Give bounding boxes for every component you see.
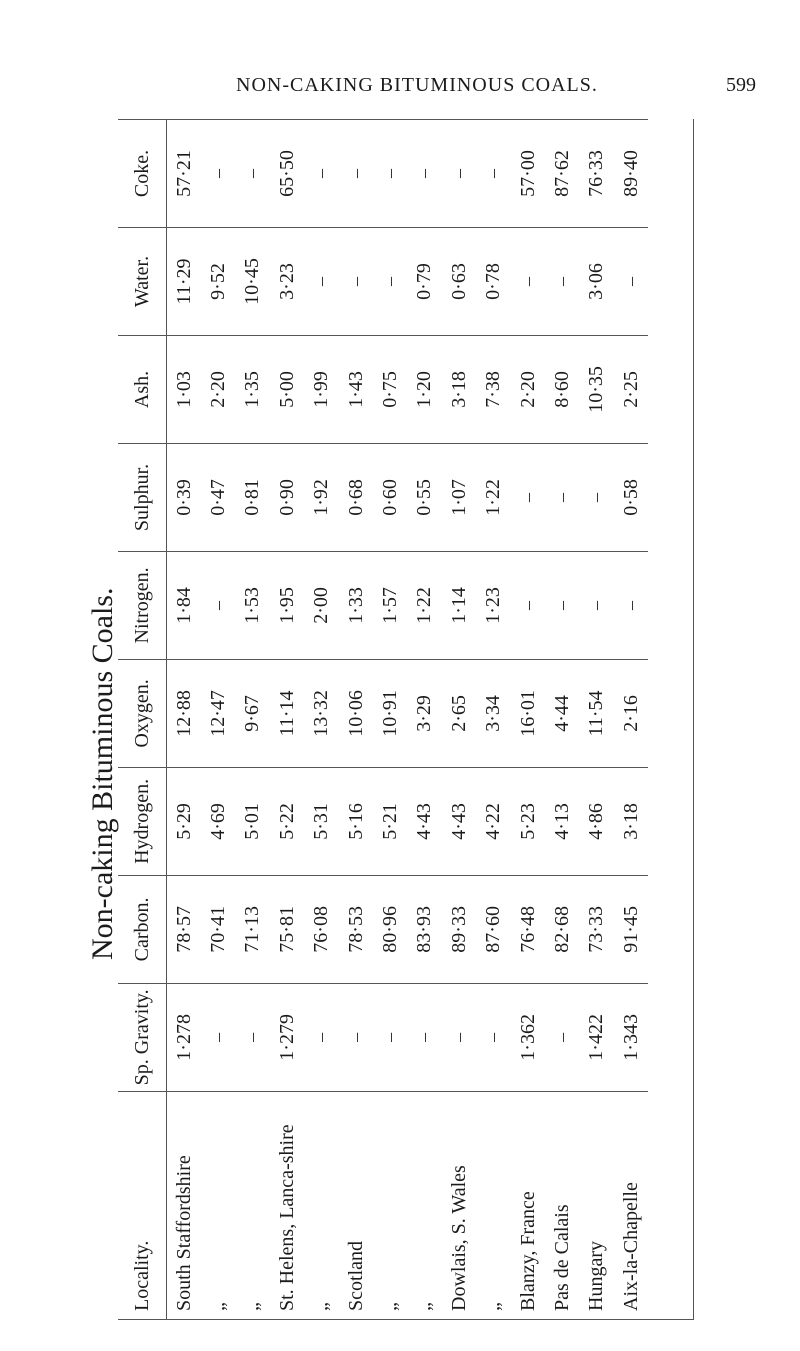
value-cell: 0·79: [408, 227, 442, 335]
value-cell: 83·93: [408, 875, 442, 983]
value-cell: 4·43: [442, 767, 476, 875]
value-cell: 87·62: [545, 119, 579, 227]
table-row: [201, 119, 235, 1319]
value-cell: –: [339, 983, 373, 1091]
locality-cell: „: [477, 1091, 511, 1319]
table-row: [270, 119, 304, 1319]
value-cell: 1·14: [442, 551, 476, 659]
value-cell: 5·23: [511, 767, 545, 875]
value-cell: 0·90: [270, 443, 304, 551]
locality-cell: „: [201, 1091, 235, 1319]
value-cell: 89·40: [614, 119, 648, 227]
value-cell: 0·47: [201, 443, 235, 551]
value-cell: 0·58: [614, 443, 648, 551]
value-cell: 73·33: [580, 875, 614, 983]
value-cell: 1·343: [614, 983, 648, 1091]
value-cell: 13·32: [305, 659, 339, 767]
value-cell: –: [201, 983, 235, 1091]
value-cell: 2·25: [614, 335, 648, 443]
value-cell: –: [545, 443, 579, 551]
value-cell: –: [373, 983, 407, 1091]
page-header: [0, 0, 800, 96]
table-body: [167, 119, 648, 1319]
value-cell: 1·279: [270, 983, 304, 1091]
table-row: [442, 119, 476, 1319]
value-cell: –: [236, 983, 270, 1091]
value-cell: –: [373, 119, 407, 227]
value-cell: 78·57: [167, 875, 201, 983]
side-title: Non-caking Bituminous Coals.: [86, 587, 119, 960]
value-cell: 0·75: [373, 335, 407, 443]
value-cell: –: [339, 119, 373, 227]
value-cell: –: [545, 983, 579, 1091]
value-cell: –: [511, 443, 545, 551]
value-cell: –: [201, 551, 235, 659]
value-cell: 1·92: [305, 443, 339, 551]
value-cell: 4·69: [201, 767, 235, 875]
value-cell: 10·91: [373, 659, 407, 767]
value-cell: 10·45: [236, 227, 270, 335]
value-cell: 5·21: [373, 767, 407, 875]
value-cell: 1·95: [270, 551, 304, 659]
value-cell: –: [477, 983, 511, 1091]
value-cell: 10·35: [580, 335, 614, 443]
value-cell: 1·362: [511, 983, 545, 1091]
value-cell: 0·55: [408, 443, 442, 551]
table-row: [545, 119, 579, 1319]
value-cell: 71·13: [236, 875, 270, 983]
value-cell: 5·16: [339, 767, 373, 875]
value-cell: 8·60: [545, 335, 579, 443]
locality-cell: „: [305, 1091, 339, 1319]
value-cell: –: [580, 443, 614, 551]
value-cell: 1·22: [408, 551, 442, 659]
value-cell: –: [614, 551, 648, 659]
locality-cell: „: [408, 1091, 442, 1319]
value-cell: 89·33: [442, 875, 476, 983]
locality-cell: South Staffordshire: [167, 1091, 201, 1319]
value-cell: 1·84: [167, 551, 201, 659]
value-cell: 75·81: [270, 875, 304, 983]
value-cell: –: [305, 227, 339, 335]
table-wrapper: [118, 120, 693, 1320]
value-cell: –: [511, 551, 545, 659]
value-cell: 2·20: [511, 335, 545, 443]
value-cell: 1·278: [167, 983, 201, 1091]
locality-cell: St. Helens, Lanca-shire: [270, 1091, 304, 1319]
value-cell: 1·53: [236, 551, 270, 659]
column-header: Sp. Gravity.: [118, 983, 166, 1091]
value-cell: 11·54: [580, 659, 614, 767]
value-cell: 1·35: [236, 335, 270, 443]
value-cell: 91·45: [614, 875, 648, 983]
column-header: Sulphur.: [118, 443, 166, 551]
value-cell: 0·68: [339, 443, 373, 551]
value-cell: 76·48: [511, 875, 545, 983]
value-cell: –: [477, 119, 511, 227]
value-cell: –: [580, 551, 614, 659]
value-cell: 0·78: [477, 227, 511, 335]
value-cell: –: [511, 227, 545, 335]
column-header: Ash.: [118, 335, 166, 443]
table-row: [477, 119, 511, 1319]
value-cell: –: [236, 119, 270, 227]
locality-cell: Pas de Calais: [545, 1091, 579, 1319]
value-cell: 78·53: [339, 875, 373, 983]
locality-cell: „: [236, 1091, 270, 1319]
value-cell: –: [305, 983, 339, 1091]
locality-cell: Hungary: [580, 1091, 614, 1319]
value-cell: 5·01: [236, 767, 270, 875]
column-header: Hydrogen.: [118, 767, 166, 875]
value-cell: 16·01: [511, 659, 545, 767]
value-cell: 9·52: [201, 227, 235, 335]
locality-cell: Dowlais, S. Wales: [442, 1091, 476, 1319]
table-row: [408, 119, 442, 1319]
page-number: 599: [726, 74, 756, 96]
value-cell: –: [442, 983, 476, 1091]
value-cell: 11·29: [167, 227, 201, 335]
value-cell: 5·29: [167, 767, 201, 875]
value-cell: 4·44: [545, 659, 579, 767]
value-cell: 7·38: [477, 335, 511, 443]
value-cell: 1·99: [305, 335, 339, 443]
value-cell: 76·08: [305, 875, 339, 983]
value-cell: 65·50: [270, 119, 304, 227]
value-cell: 0·63: [442, 227, 476, 335]
value-cell: 2·65: [442, 659, 476, 767]
column-header: Oxygen.: [118, 659, 166, 767]
value-cell: 11·14: [270, 659, 304, 767]
value-cell: 1·23: [477, 551, 511, 659]
column-header: Carbon.: [118, 875, 166, 983]
value-cell: –: [545, 551, 579, 659]
value-cell: –: [305, 119, 339, 227]
value-cell: 0·39: [167, 443, 201, 551]
value-cell: –: [442, 119, 476, 227]
value-cell: 80·96: [373, 875, 407, 983]
locality-cell: Blanzy, France: [511, 1091, 545, 1319]
table-row: [305, 119, 339, 1319]
value-cell: 3·29: [408, 659, 442, 767]
value-cell: 5·00: [270, 335, 304, 443]
value-cell: 3·18: [614, 767, 648, 875]
value-cell: 3·34: [477, 659, 511, 767]
value-cell: 1·07: [442, 443, 476, 551]
value-cell: 70·41: [201, 875, 235, 983]
table-row: [339, 119, 373, 1319]
table-row: [167, 119, 201, 1319]
table-header-row: [118, 119, 167, 1319]
value-cell: 12·47: [201, 659, 235, 767]
value-cell: 0·81: [236, 443, 270, 551]
locality-cell: Scotland: [339, 1091, 373, 1319]
value-cell: 9·67: [236, 659, 270, 767]
value-cell: 4·13: [545, 767, 579, 875]
value-cell: 1·20: [408, 335, 442, 443]
value-cell: 4·86: [580, 767, 614, 875]
value-cell: 1·33: [339, 551, 373, 659]
value-cell: 5·22: [270, 767, 304, 875]
column-header: Water.: [118, 227, 166, 335]
value-cell: 4·22: [477, 767, 511, 875]
value-cell: –: [614, 227, 648, 335]
value-cell: –: [545, 227, 579, 335]
value-cell: 1·57: [373, 551, 407, 659]
value-cell: 1·03: [167, 335, 201, 443]
value-cell: 1·43: [339, 335, 373, 443]
column-header: Locality.: [118, 1091, 166, 1319]
value-cell: –: [373, 227, 407, 335]
table-row: [236, 119, 270, 1319]
value-cell: 1·22: [477, 443, 511, 551]
value-cell: 82·68: [545, 875, 579, 983]
table-row: [511, 119, 545, 1319]
value-cell: 3·06: [580, 227, 614, 335]
value-cell: –: [339, 227, 373, 335]
value-cell: 57·00: [511, 119, 545, 227]
value-cell: 5·31: [305, 767, 339, 875]
value-cell: 2·00: [305, 551, 339, 659]
value-cell: –: [408, 119, 442, 227]
column-header: Coke.: [118, 119, 166, 227]
table-row: [580, 119, 614, 1319]
coal-analysis-table: [118, 119, 694, 1320]
locality-cell: „: [373, 1091, 407, 1319]
value-cell: –: [408, 983, 442, 1091]
value-cell: 1·422: [580, 983, 614, 1091]
value-cell: 57·21: [167, 119, 201, 227]
value-cell: 4·43: [408, 767, 442, 875]
table-row: [373, 119, 407, 1319]
value-cell: –: [201, 119, 235, 227]
running-title: NON-CAKING BITUMINOUS COALS.: [236, 74, 598, 96]
value-cell: 3·18: [442, 335, 476, 443]
column-header: Nitrogen.: [118, 551, 166, 659]
table-row: [614, 119, 648, 1319]
value-cell: 76·33: [580, 119, 614, 227]
value-cell: 0·60: [373, 443, 407, 551]
value-cell: 12·88: [167, 659, 201, 767]
value-cell: 2·16: [614, 659, 648, 767]
value-cell: 2·20: [201, 335, 235, 443]
locality-cell: Aix-la-Chapelle: [614, 1091, 648, 1319]
value-cell: 87·60: [477, 875, 511, 983]
value-cell: 10·06: [339, 659, 373, 767]
value-cell: 3·23: [270, 227, 304, 335]
